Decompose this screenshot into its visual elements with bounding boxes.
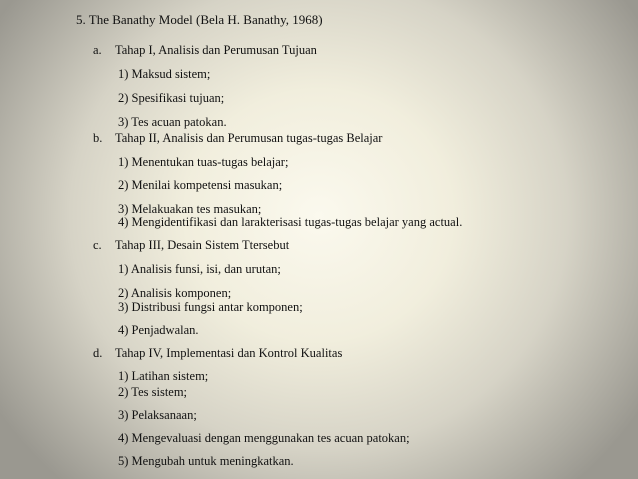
section-marker: c. [93,238,102,252]
list-item: 2) Tes sistem; [118,385,188,399]
list-item: 1) Latihan sistem; [118,369,209,383]
list-item: 2) Analisis komponen; [118,286,232,300]
list-item: 3) Melakuakan tes masukan; [118,202,262,216]
list-item: 2) Spesifikasi tujuan; [118,91,225,105]
section-heading-text: Tahap III, Desain Sistem Ttersebut [115,238,290,252]
section-marker: a. [93,43,102,57]
list-item: 3) Tes acuan patokan. [118,115,227,129]
list-item: 3) Distribusi fungsi antar komponen; [118,300,303,314]
list-item: 4) Mengevaluasi dengan menggunakan tes acuan patokan; [118,431,410,445]
list-item: 1) Analisis funsi, isi, dan urutan; [118,262,281,276]
section-marker: d. [93,346,103,360]
list-item: 1) Menentukan tuas-tugas belajar; [118,155,289,169]
slide-title: 5. The Banathy Model (Bela H. Banathy, 1968) [76,12,323,27]
section-heading-text: Tahap II, Analisis dan Perumusan tugas-tugas Belajar [115,131,383,145]
list-item: 1) Maksud sistem; [118,67,211,81]
section-heading-text: Tahap IV, Implementasi dan Kontrol Kualitas [115,346,343,360]
list-item: 4) Penjadwalan. [118,323,199,337]
list-item: 3) Pelaksanaan; [118,408,197,422]
section-b-heading [93,130,382,146]
section-d-heading [93,345,342,361]
section-heading-text: Tahap I, Analisis dan Perumusan Tujuan [115,43,317,57]
section-c-heading [93,237,289,253]
section-a-heading [93,42,317,58]
list-item: 2) Menilai kompetensi masukan; [118,178,283,192]
list-item: 4) Mengidentifikasi dan larakterisasi tugas-tugas belajar yang actual. [118,215,463,229]
list-item: 5) Mengubah untuk meningkatkan. [118,454,294,468]
section-marker: b. [93,131,103,145]
